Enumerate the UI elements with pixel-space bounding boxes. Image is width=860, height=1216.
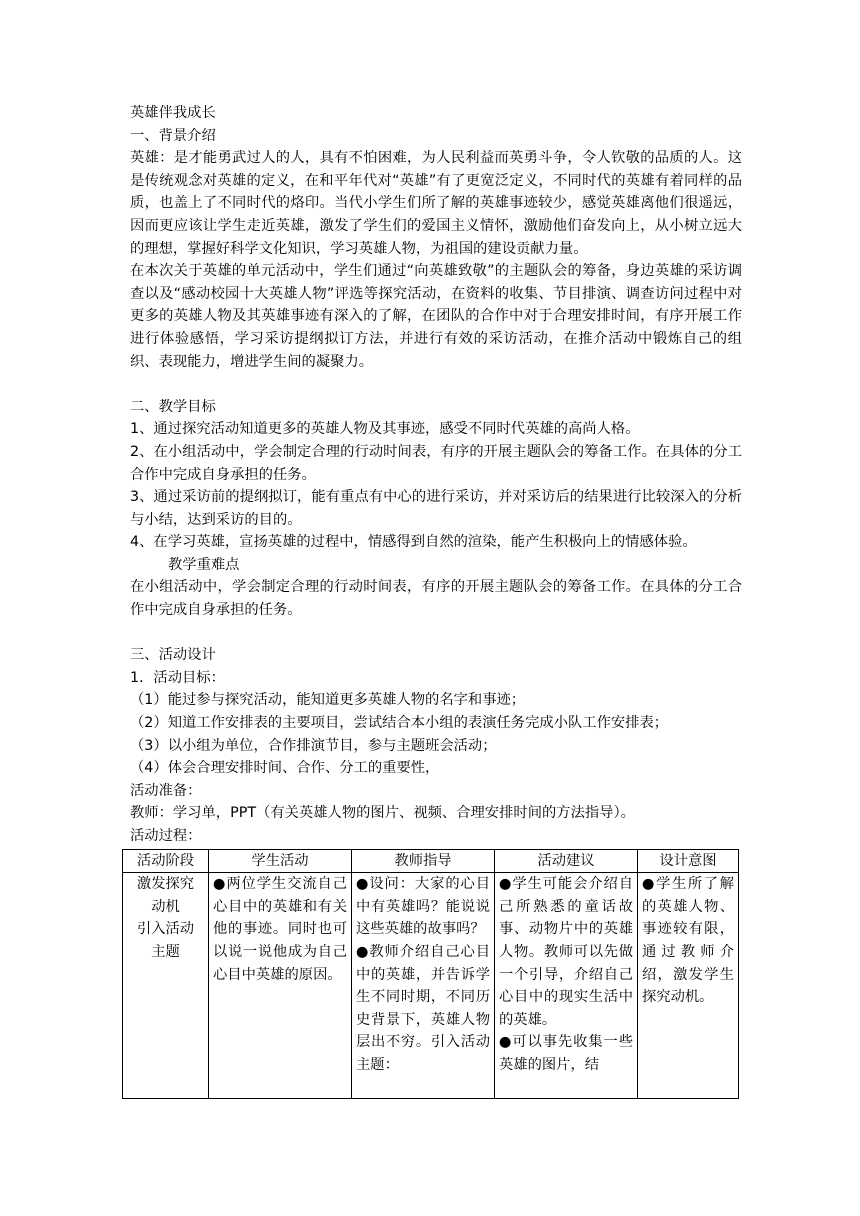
header-stage: 活动阶段 <box>123 849 209 873</box>
background-paragraph-2: 在本次关于英雄的单元活动中，学生们通过“向英雄致敬”的主题队会的筹备，身边英雄的采访调查以及“感动校园十大英雄人物”评选等探究活动，在资料的收集、节目排演、调查访问过程中对更多的英雄人物及其英雄事迹有深入的了解，在团队的合作中对于合理安排时间，有序开展工作进行体验感悟，学习采访提纲拟订方法，并进行有效的采访活动，在推介活动中锻炼自己的组织、表现能力，增进学生间的凝聚力。 <box>130 263 742 370</box>
bullet-text: ●学生可能会介绍自己所熟悉的童话故事、动物片中的英雄人物。教师可以先做一个引导，介绍自己心目中的现实生活中的英雄。 <box>499 876 633 1028</box>
doc-title: 英雄伴我成长 <box>130 105 216 121</box>
objectives-heading: 1．活动目标： <box>130 669 225 686</box>
preparation-heading: 活动准备： <box>130 782 202 799</box>
objective-item: （2）知道工作安排表的主要项目，尝试结合本小组的表演任务完成小队工作安排表； <box>130 715 669 732</box>
document-page <box>130 102 742 1099</box>
section-2-heading: 二、教学目标 <box>130 398 216 415</box>
stage-line: 主题 <box>151 943 180 960</box>
goal-item: 2、在小组活动中，学会制定合理的行动时间表，有序的开展主题队会的筹备工作。在具体的分工合作中完成自身承担的任务。 <box>130 443 742 483</box>
bullet-text: ●设问：大家的心目中有英雄吗？能说说这些英雄的故事吗？ <box>356 876 490 938</box>
goal-item: 1、通过探究活动知道更多的英雄人物及其事迹，感受不同时代英雄的高尚人格。 <box>130 421 640 438</box>
objective-item: （3）以小组为单位，合作排演节目，参与主题班会活动； <box>130 737 497 754</box>
key-points-text: 在小组活动中，学会制定合理的行动时间表，有序的开展主题队会的筹备工作。在具体的分工合作中完成自身承担的任务。 <box>130 579 742 619</box>
section-1-heading: 一、背景介绍 <box>130 127 216 144</box>
bullet-text: ●可以事先收集一些英雄的图片，结 <box>499 1034 633 1073</box>
table-row <box>123 873 739 1099</box>
stage-line: 激发探究 <box>136 876 195 893</box>
blank-line <box>130 622 742 645</box>
section-3-heading: 三、活动设计 <box>130 647 216 664</box>
process-heading: 活动过程： <box>130 828 202 844</box>
stage-line: 动机 <box>151 898 180 915</box>
cell-design-intent <box>638 873 739 1099</box>
goal-item: 3、通过采访前的提纲拟订，能有重点有中心的进行采访，并对采访后的结果进行比较深入的分析与小结，达到采访的目的。 <box>130 489 742 528</box>
key-points-heading: 教学重难点 <box>168 556 240 573</box>
cell-activity-suggestion <box>495 873 638 1099</box>
bullet-text: ●两位学生交流自己心目中的英雄和有关他的事迹。同时也可以说一说他成为自己心目中英雄的原因。 <box>213 876 347 983</box>
header-design-intent: 设计意图 <box>638 849 739 873</box>
objective-item: （4）体会合理安排时间、合作、分工的重要性， <box>130 760 440 777</box>
header-teacher-guidance: 教师指导 <box>352 849 495 873</box>
background-paragraph-1: 英雄：是才能勇武过人的人，具有不怕困难，为人民利益而英勇斗争，令人钦敬的品质的人。这是传统观念对英雄的定义，在和平年代对“英雄”有了更宽泛定义，不同时代的英雄有着同样的品质，也盖上了不同时代的烙印。当代小学生们所了解的英雄事迹较少，感觉英雄离他们很遥远，因而更应该让学生走近英雄，激发了学生们的爱国主义情怀，激励他们奋发向上，从小树立远大的理想，掌握好科学文化知识，学习英雄人物，为祖国的建设贡献力量。 <box>130 150 742 257</box>
activity-table <box>122 849 739 1100</box>
objective-item: （1）能过参与探究活动，能知道更多英雄人物的名字和事迹； <box>130 692 526 709</box>
header-activity-suggestion: 活动建议 <box>495 849 638 873</box>
blank-line <box>130 373 742 396</box>
table-header-row <box>123 849 739 873</box>
cell-stage <box>123 873 209 1099</box>
preparation-text: 教师：学习单，PPT（有关英雄人物的图片、视频、合理安排时间的方法指导）。 <box>130 805 635 822</box>
stage-line: 引入活动 <box>136 921 195 938</box>
bullet-text: ●教师介绍自己心目中的英雄，并告诉学生不同时期，不同历史背景下，英雄人物层出不穷。引入活动主题： <box>356 943 490 1073</box>
cell-teacher-guidance <box>352 873 495 1099</box>
bullet-text: ●学生所了解的英雄人物、事迹较有限，通过教师介绍，激发学生探究动机。 <box>642 876 734 1006</box>
cell-student-activity <box>209 873 352 1099</box>
goal-item: 4、在学习英雄，宣扬英雄的过程中，情感得到自然的渲染，能产生积极向上的情感体验。 <box>130 534 697 551</box>
header-student-activity: 学生活动 <box>209 849 352 873</box>
